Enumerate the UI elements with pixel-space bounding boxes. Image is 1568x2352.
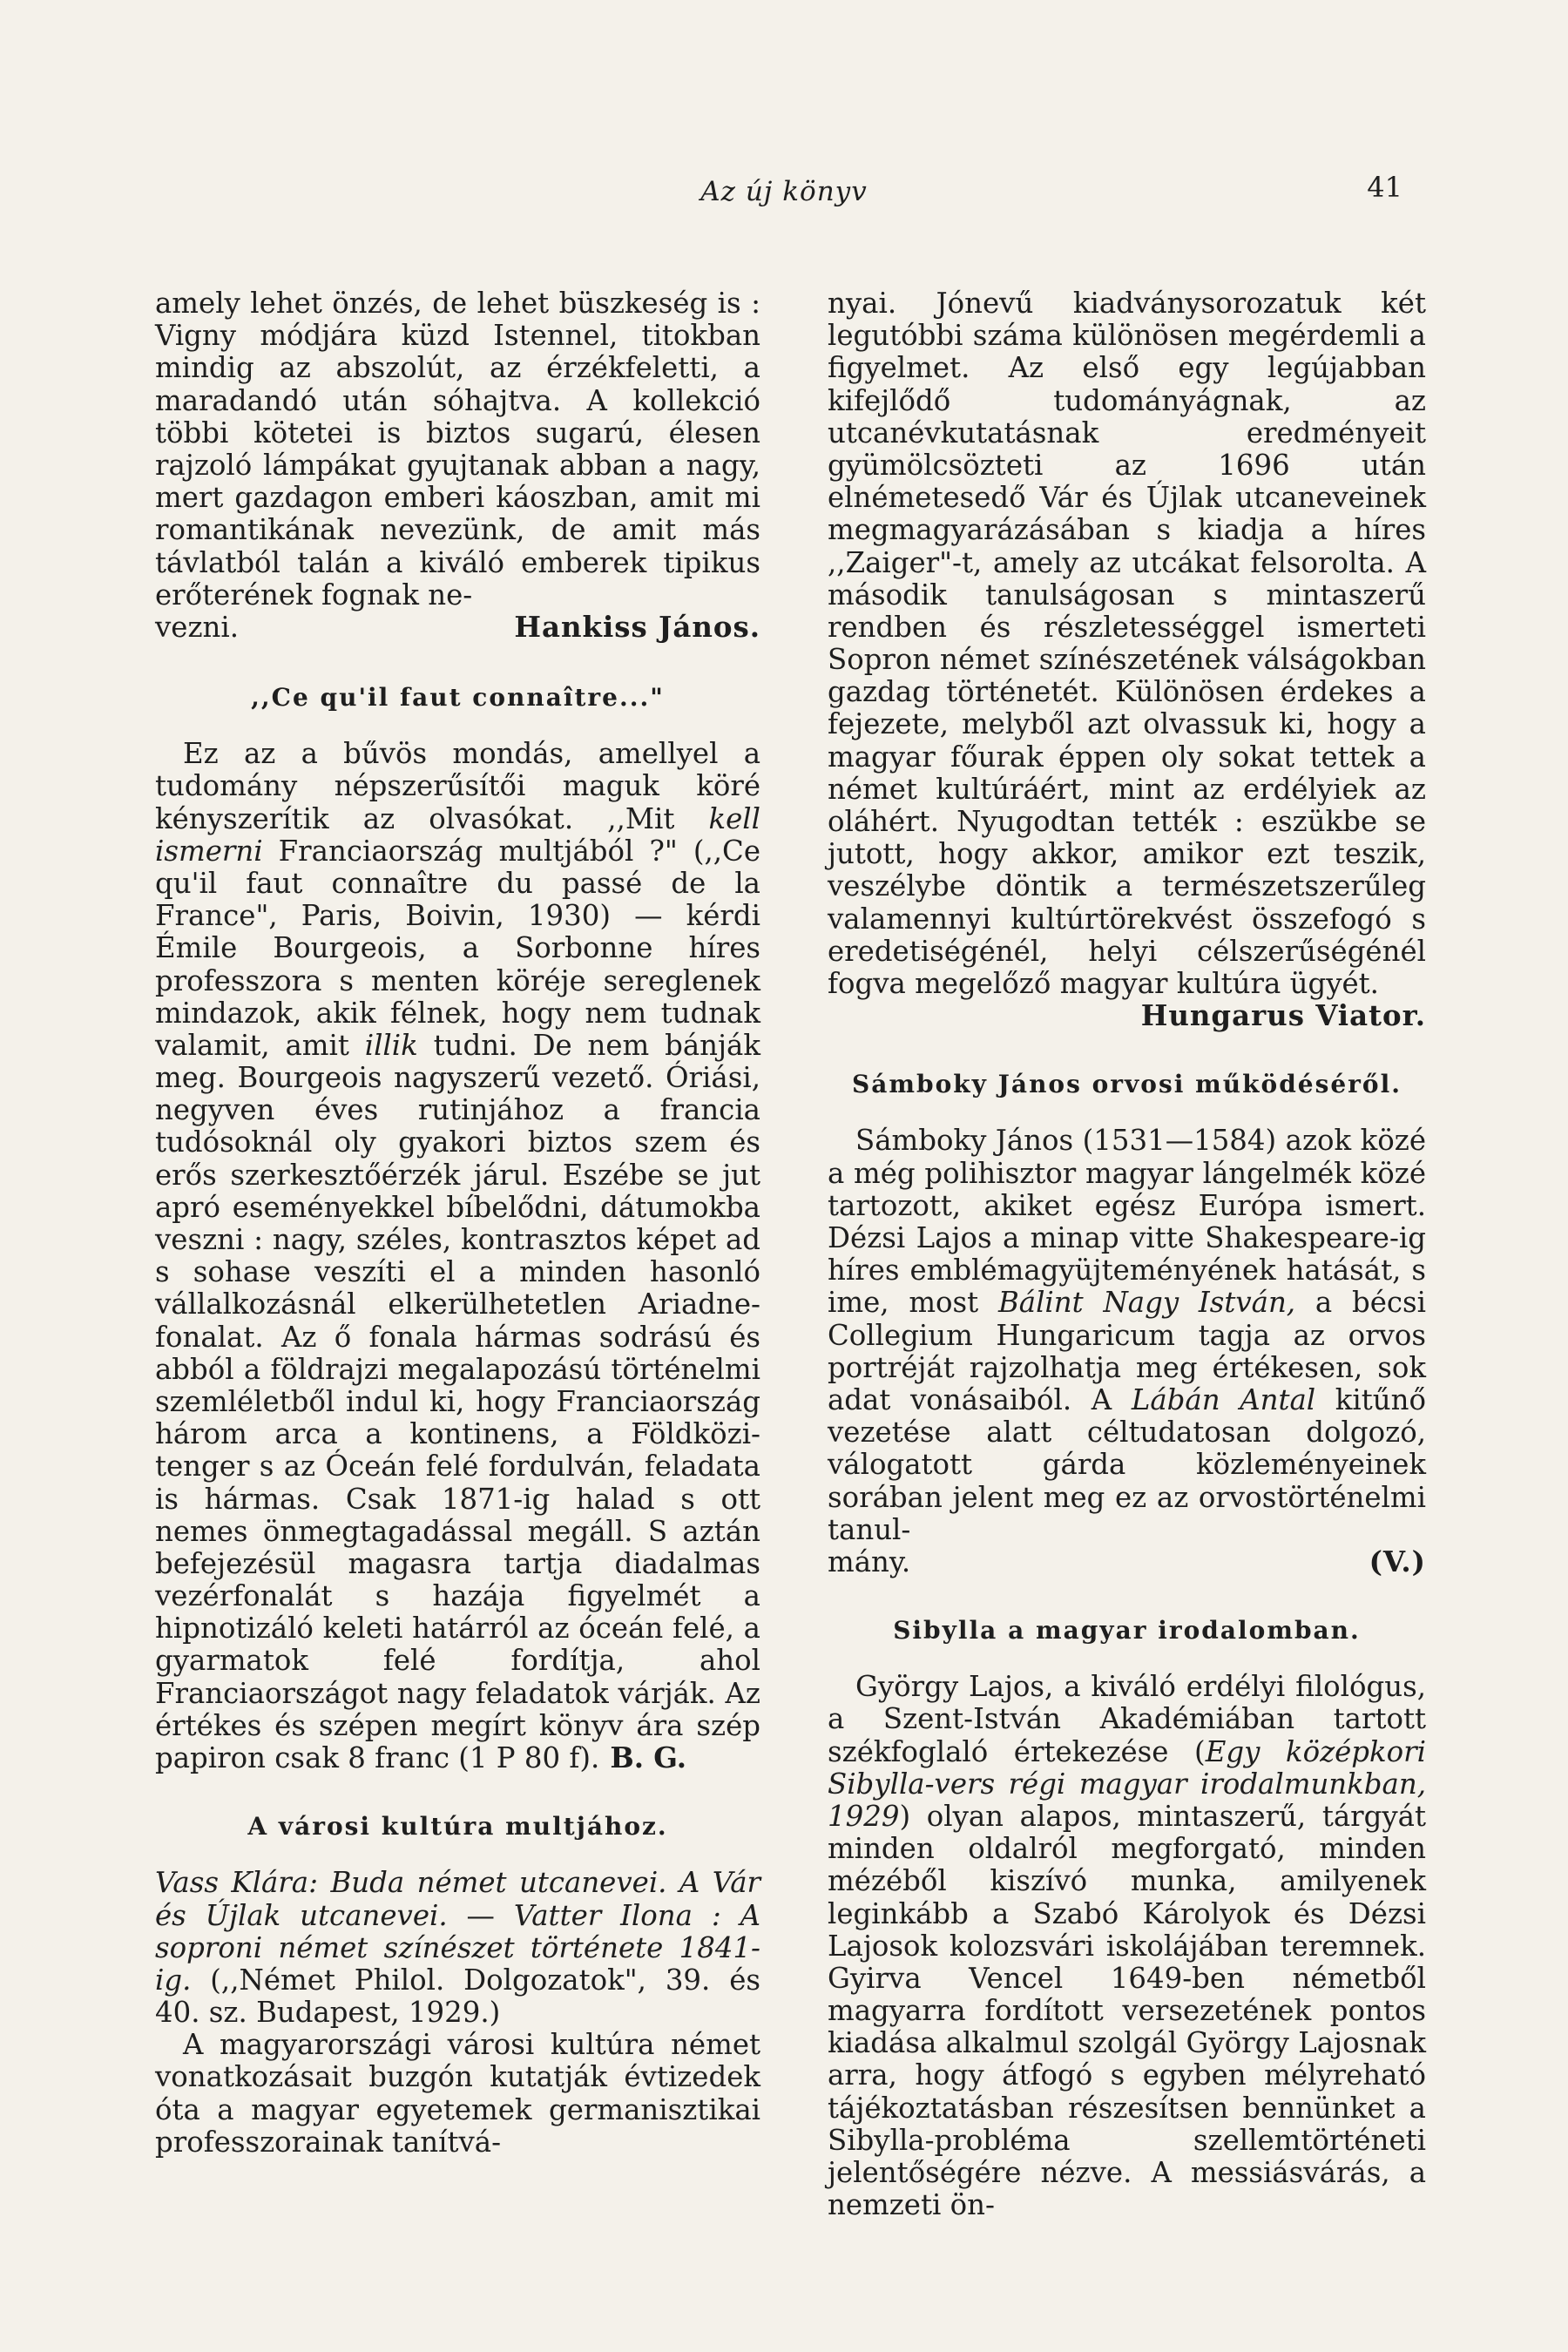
right-column [828, 287, 1426, 2221]
right-paragraph-2-last: mány. [828, 1544, 911, 1578]
right-paragraph-2: Sámboky János (1531—1584) azok közé a még polihisztor magyar lángelmék közé tartozott, akiket egész Európa ismert. Dézsi Lajos a minap vitte Shakespeare-ig híres emblémagyüjteményének hatását, s ime, most Bálint Nagy István, a bécsi Collegium Hungaricum tagja az orvos portréját rajzolhatja meg értékesen, sok adat vonásaiból. A Lábán Antal kitűnő vezetése alatt céltudatosan dolgozó, válogatott gárda közleményeinek sorában jelent meg ez az orvostörténelmi tanul- [828, 1124, 1426, 1546]
left-paragraph-4: A magyarországi városi kultúra német vonatkozásait buzgón kutatják évtizedek óta a magyar egyetemek germanisztikai professzorainak tanítvá- [155, 2028, 760, 2159]
author-signature-v: (V.) [1369, 1544, 1426, 1578]
page-number: 41 [1367, 171, 1402, 204]
left-paragraph-2: Ez az a bűvös mondás, amellyel a tudomány népszerűsítői maguk köré kényszerítik az olvasókat. ,,Mit kell ismerni Franciaország multjából ?" (,,Ce qu'il faut connaître du passé de la France", Paris, Boivin, 1930) — kérdi Émile Bourgeois, a Sorbonne híres professzora s menten köréje sereglenek mindazok, akik félnek, hogy nem tudnak valamit, amit illik tudni. De nem bánják meg. Bourgeois nagyszerű vezető. Óriási, negyven éves rutinjához a francia tudósoknál oly gyakori biztos szem és erős szerkesztőérzék járul. Eszébe se jut apró eseményekkel bíbelődni, dátumokba veszni : nagy, széles, kontrasztos képet ad s sohase veszíti el a minden hasonló vállalkozásnál elkerülhetetlen Ariadne-fonalat. Az ő fonala hármas sodrású és abból a földrajzi megalapozású történelmi szemléletből indul ki, hogy Franciaország három arca a kontinens, a Földközi-tenger s az Óceán felé fordulván, feladata is hármas. Csak 1871-ig halad s ott nemes önmegtagadással megáll. S aztán befejezésül magasra tartja diadalmas vezérfonalát s hazája figyelmét a hipnotizáló keleti határról az óceán felé, a gyarmatok felé fordítja, ahol Franciaországot nagy feladatok várják. Az értékes és szépen megírt könyv ára szép papiron csak 8 franc (1 P 80 f). B. G. [155, 737, 760, 1775]
right-signature-line-2 [828, 1546, 1426, 1578]
author-signature-bg: B. G. [610, 1741, 687, 1775]
author-signature-hungarus-viator: Hungarus Viator. [1140, 999, 1426, 1033]
right-paragraph-3: György Lajos, a kiváló erdélyi filológus, a Szent-István Akadémiában tartott székfoglaló értekezése (Egy középkori Sibylla-vers régi magyar irodalmunkban, 1929) olyan alapos, mintaszerű, tárgyát minden oldalról megforgató, minden mézéből kiszívó munka, amilyenek leginkább a Szabó Károlyok és Dézsi Lajosok kolozsvári iskolájában teremnek. Gyirva Vencel 1649-ben németből magyarra fordított versezetének pontos kiadása alkalmul szolgál György Lajosnak arra, hogy átfogó s egyben mélyreható tájékoztatásban részesítsen bennünket a Sibylla-probléma szellemtörténeti jelentőségére nézve. A messiásvárás, a nemzeti ön- [828, 1670, 1427, 2222]
article-heading-sibylla: Sibylla a magyar irodalomban. [893, 1616, 1361, 1646]
left-paragraph-1: amely lehet önzés, de lehet büszkeség is : Vigny módjára küzd Istennel, titokban mindig az abszolút, az érzékfeletti, a maradandó után sóhajtva. A kollekció többi kötetei is biztos sugarú, élesen rajzoló lámpákat gyujtanak abban a nagy, mert gazdagon emberi káoszban, amit mi romantikának nevezünk, de amit más távlatból talán a kiváló emberek tipikus erőterének fognak ne- [155, 287, 760, 612]
right-paragraph-1: nyai. Jónevű kiadványsorozatuk két legutóbbi száma különösen megérdemli a figyelmet. Az első egy legújabban kifejlődő tudományágnak, az utcanévkutatásnak eredményeit gyümölcsözteti az 1696 után elnémetesedő Vár és Újlak utcaneveinek megmagyarázásában s kiadja a híres ,,Zaiger"-t, amely az utcákat felsorolta. A második tanulságosan s mintaszerű rendben és részletességgel ismerteti Sopron német színészetének válságokban gazdag történetét. Különösen érdekes a fejezete, melyből azt olvassuk ki, hogy a magyar főurak éppen oly sokat tettek a német kultúráért, mint az erdélyiek az oláhért. Nyugodtan tették : eszükbe se jutott, hogy akkor, amikor ezt teszik, veszélybe döntik a természetszerűleg valamennyi kultúrtörekvést összefogó s eredetiségénél, helyi célszerűségénél fogva megelőző magyar kultúra ügyét. [828, 287, 1426, 1000]
author-signature-hankiss: Hankiss János. [514, 610, 760, 644]
left-paragraph-1-last: vezni. [155, 610, 240, 644]
left-column [155, 287, 760, 2159]
left-signature-line-1 [155, 612, 760, 644]
article-heading-samboky: Sámboky János orvosi működéséről. [852, 1070, 1402, 1099]
article-heading-ce-quil-faut: ,,Ce qu'il faut connaître..." [251, 683, 665, 713]
article-heading-varosi-kultura: A városi kultúra multjához. [247, 1812, 668, 1842]
left-citation: Vass Klára: Buda német utcanevei. A Vár és Újlak utcanevei. — Vatter Ilona : A soproni német színészet története 1841-ig. (,,Német Philol. Dolgozatok", 39. és 40. sz. Budapest, 1929.) [155, 1866, 761, 2030]
running-header-title: Az új könyv [700, 176, 868, 207]
